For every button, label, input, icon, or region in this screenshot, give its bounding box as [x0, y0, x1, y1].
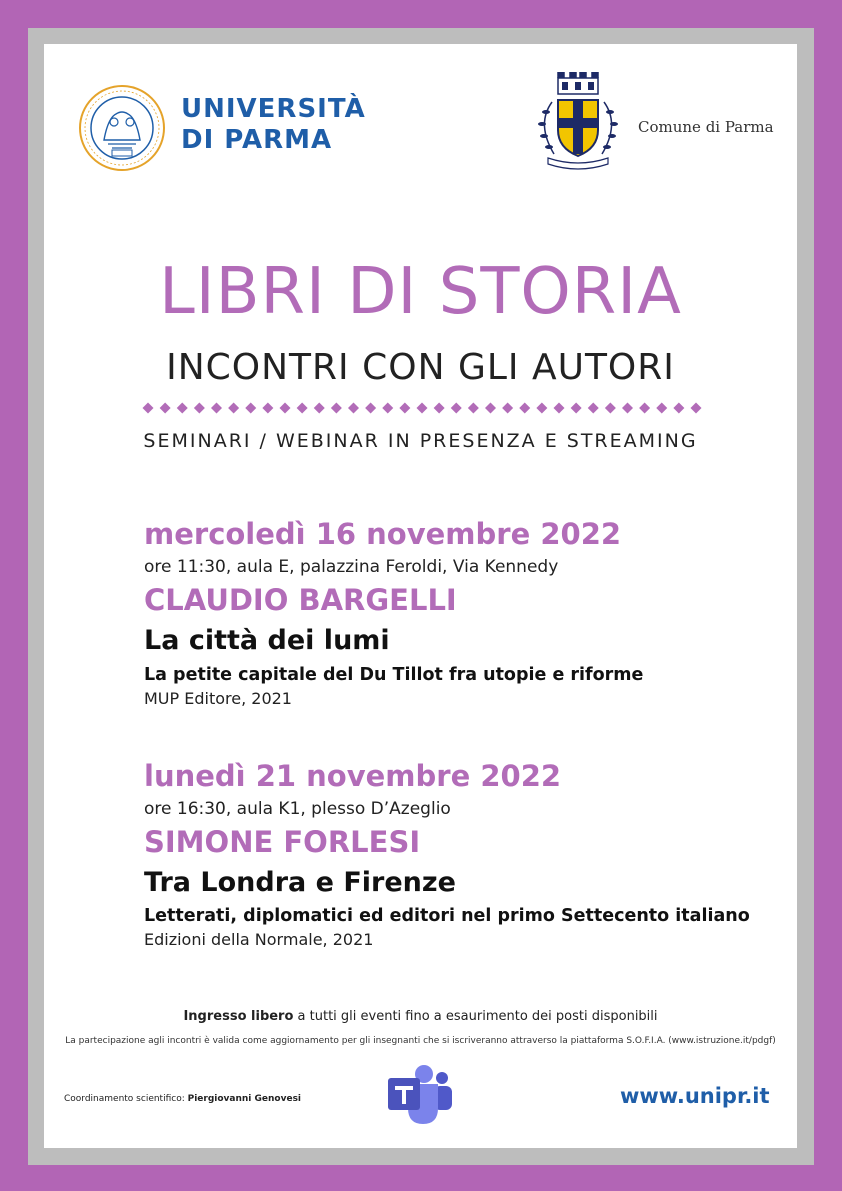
- comune-crest-icon: [528, 72, 628, 174]
- divider-diamond: [622, 403, 633, 414]
- divider-diamond: [348, 403, 359, 414]
- admission-free: Ingresso libero: [183, 1009, 294, 1024]
- divider-diamond: [656, 403, 667, 414]
- event-venue: ore 16:30, aula K1, plesso D’Azeglio: [144, 799, 451, 819]
- admission-note: [44, 1009, 797, 1024]
- divider-diamond: [280, 403, 291, 414]
- divider-diamond: [536, 403, 547, 414]
- event-venue: ore 11:30, aula E, palazzina Feroldi, Via Kennedy: [144, 557, 559, 577]
- university-name-line1: UNIVERSITÀ: [181, 94, 366, 124]
- event-format: SEMINARI / WEBINAR IN PRESENZA E STREAMING: [143, 430, 698, 452]
- divider-diamond: [382, 403, 393, 414]
- event-author: SIMONE FORLESI: [144, 825, 421, 859]
- divider-diamond: [194, 403, 205, 414]
- book-subtitle: La petite capitale del Du Tillot fra utopie e riforme: [144, 665, 644, 685]
- divider-diamond: [331, 403, 342, 414]
- divider-diamond: [160, 403, 171, 414]
- event-date: lunedì 21 novembre 2022: [144, 759, 562, 793]
- book-title: La città dei lumi: [144, 625, 390, 656]
- divider-diamond: [399, 403, 410, 414]
- divider-diamond: [245, 403, 256, 414]
- coordinator-name: Piergiovanni Genovesi: [187, 1094, 302, 1104]
- poster-title: LIBRI DI STORIA: [159, 255, 682, 329]
- divider-diamond: [554, 403, 565, 414]
- book-publisher: Edizioni della Normale, 2021: [144, 930, 374, 949]
- divider-diamond: [365, 403, 376, 414]
- divider-diamond: [673, 403, 684, 414]
- divider-diamond: [314, 403, 325, 414]
- book-publisher: MUP Editore, 2021: [144, 689, 292, 708]
- divider-diamond: [468, 403, 479, 414]
- book-title: Tra Londra e Firenze: [144, 867, 456, 898]
- divider-diamond: [177, 403, 188, 414]
- coordination-label: Coordinamento scientifico:: [64, 1094, 188, 1104]
- divider-diamond: [588, 403, 599, 414]
- divider-diamond: [297, 403, 308, 414]
- event-author: CLAUDIO BARGELLI: [144, 583, 457, 617]
- divider-diamond: [639, 403, 650, 414]
- divider-diamond: [502, 403, 513, 414]
- divider-diamond: [417, 403, 428, 414]
- divider-diamond: [571, 403, 582, 414]
- admission-rest: a tutti gli eventi fino a esaurimento dei posti disponibili: [293, 1009, 658, 1024]
- diamond-divider: [142, 400, 702, 416]
- scientific-coordination: [64, 1094, 301, 1104]
- university-name: [181, 94, 366, 156]
- university-seal-icon: [78, 84, 166, 172]
- participation-note: La partecipazione agli incontri è valida come aggiornamento per gli insegnanti che si iscriveranno attraverso la piattaforma S.O.F.I.A. (www.istruzione.it/pdgf): [65, 1036, 776, 1046]
- book-subtitle: Letterati, diplomatici ed editori nel primo Settecento italiano: [144, 906, 750, 926]
- divider-diamond: [262, 403, 273, 414]
- divider-diamond: [605, 403, 616, 414]
- divider-diamond: [691, 403, 702, 414]
- website-link[interactable]: www.unipr.it: [620, 1084, 770, 1108]
- teams-icon: [384, 1064, 454, 1126]
- divider-diamond: [143, 403, 154, 414]
- divider-diamond: [211, 403, 222, 414]
- divider-diamond: [434, 403, 445, 414]
- comune-name: Comune di Parma: [638, 118, 774, 136]
- poster-subtitle: INCONTRI CON GLI AUTORI: [166, 347, 675, 388]
- divider-diamond: [519, 403, 530, 414]
- poster: [44, 44, 797, 1148]
- event-date: mercoledì 16 novembre 2022: [144, 517, 622, 551]
- university-name-line2: DI PARMA: [181, 125, 333, 155]
- divider-diamond: [451, 403, 462, 414]
- divider-diamond: [485, 403, 496, 414]
- divider-diamond: [228, 403, 239, 414]
